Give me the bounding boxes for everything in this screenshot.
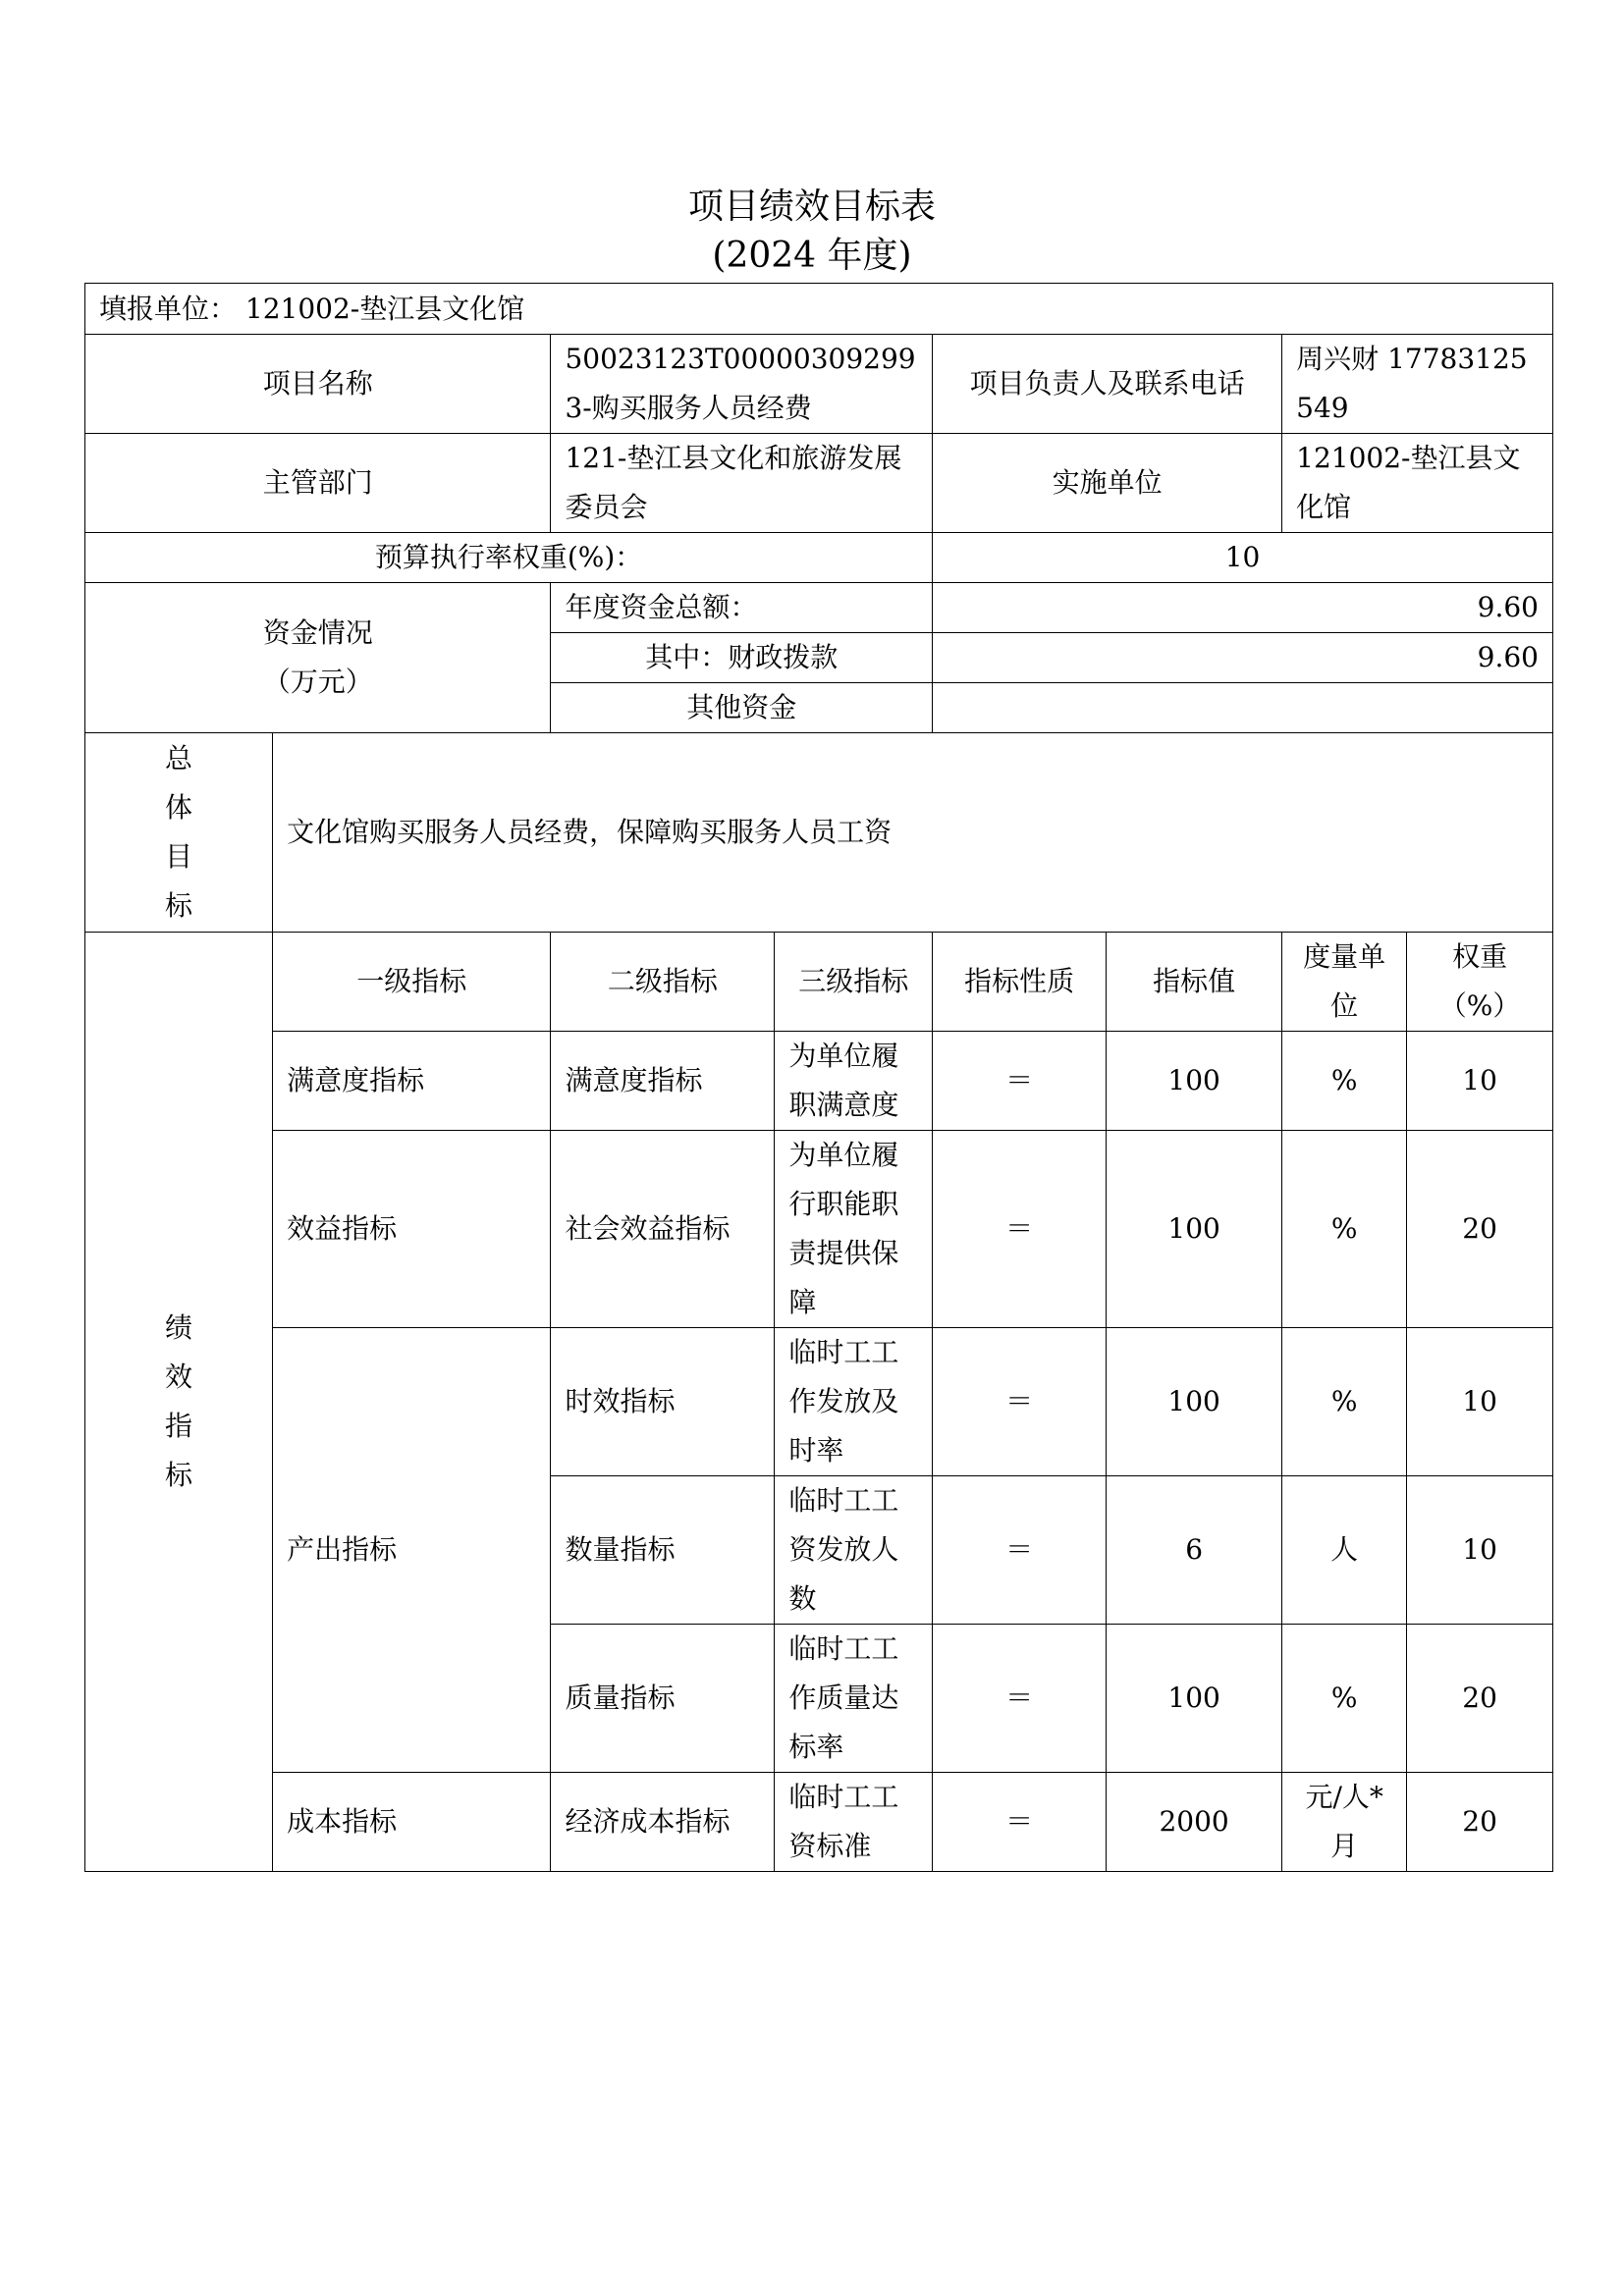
goal-text: 文化馆购买服务人员经费，保障购买服务人员工资	[273, 733, 1553, 933]
group-label: 满意度指标	[273, 1032, 551, 1131]
header-level2: 二级指标	[551, 933, 775, 1032]
weight-cell: 10	[1407, 1328, 1553, 1476]
level3-cell: 临时工工作质量达标率	[775, 1625, 933, 1773]
performance-table	[84, 283, 1553, 1872]
unit-cell: %	[1282, 1625, 1407, 1773]
header-unit: 度量单位	[1282, 933, 1407, 1032]
table-row	[85, 1131, 1553, 1328]
level2-cell: 质量指标	[551, 1625, 775, 1773]
value-cell: 100	[1107, 1328, 1282, 1476]
level2-cell: 时效指标	[551, 1328, 775, 1476]
header-level1: 一级指标	[273, 933, 551, 1032]
table-row	[85, 1773, 1553, 1872]
nature-cell: ＝	[933, 1131, 1107, 1328]
nature-cell: ＝	[933, 1625, 1107, 1773]
header-level3: 三级指标	[775, 933, 933, 1032]
funds-label: 资金情况	[262, 616, 373, 649]
nature-cell: ＝	[933, 1476, 1107, 1625]
annual-total-value: 9.60	[933, 583, 1553, 633]
unit-cell: 人	[1282, 1476, 1407, 1625]
other-label: 其他资金	[551, 683, 933, 733]
group-label: 成本指标	[273, 1773, 551, 1872]
annual-total-label: 年度资金总额：	[551, 583, 933, 633]
goal-label: 总 体 目 标	[85, 733, 273, 933]
weight-cell: 20	[1407, 1131, 1553, 1328]
nature-cell: ＝	[933, 1032, 1107, 1131]
unit-cell: %	[1282, 1032, 1407, 1131]
weight-cell: 20	[1407, 1625, 1553, 1773]
weight-cell: 10	[1407, 1032, 1553, 1131]
nature-cell: ＝	[933, 1328, 1107, 1476]
value-cell: 100	[1107, 1032, 1282, 1131]
value-cell: 6	[1107, 1476, 1282, 1625]
level3-cell: 临时工工资发放人数	[775, 1476, 933, 1625]
level3-cell: 临时工工资标准	[775, 1773, 933, 1872]
impl-value: 121002-垫江县文化馆	[1282, 434, 1553, 533]
level2-cell: 数量指标	[551, 1476, 775, 1625]
level2-cell: 满意度指标	[551, 1032, 775, 1131]
other-value	[933, 683, 1553, 733]
level3-cell: 为单位履职满意度	[775, 1032, 933, 1131]
page-title: 项目绩效目标表	[687, 187, 936, 227]
page-subtitle: (2024 年度)	[712, 236, 912, 276]
unit-cell: 元/人*月	[1282, 1773, 1407, 1872]
owner-value: 周兴财 17783125549	[1282, 335, 1553, 434]
unit-cell: %	[1282, 1131, 1407, 1328]
funds-label-cell	[85, 583, 551, 733]
level2-cell: 经济成本指标	[551, 1773, 775, 1872]
dept-label: 主管部门	[85, 434, 551, 533]
value-cell: 2000	[1107, 1773, 1282, 1872]
level2-cell: 社会效益指标	[551, 1131, 775, 1328]
impl-label: 实施单位	[933, 434, 1282, 533]
level3-cell: 临时工工作发放及时率	[775, 1328, 933, 1476]
weight-cell: 10	[1407, 1476, 1553, 1625]
perf-label: 绩 效 指 标	[85, 933, 273, 1872]
group-label: 产出指标	[273, 1328, 551, 1773]
project-name-value: 50023123T000003092993-购买服务人员经费	[551, 335, 933, 434]
header-value: 指标值	[1107, 933, 1282, 1032]
value-cell: 100	[1107, 1625, 1282, 1773]
weight-cell: 20	[1407, 1773, 1553, 1872]
nature-cell: ＝	[933, 1773, 1107, 1872]
budget-rate-label: 预算执行率权重(%)：	[85, 533, 933, 583]
dept-value: 121-垫江县文化和旅游发展委员会	[551, 434, 933, 533]
level3-cell: 为单位履行职能职责提供保障	[775, 1131, 933, 1328]
header-weight: 权重（%）	[1407, 933, 1553, 1032]
fiscal-value: 9.60	[933, 633, 1553, 683]
project-name-label: 项目名称	[85, 335, 551, 434]
fiscal-label: 其中：财政拨款	[551, 633, 933, 683]
group-label: 效益指标	[273, 1131, 551, 1328]
value-cell: 100	[1107, 1131, 1282, 1328]
funds-unit: （万元）	[262, 666, 373, 698]
table-row	[85, 1328, 1553, 1476]
owner-label: 项目负责人及联系电话	[933, 335, 1282, 434]
budget-rate-value: 10	[933, 533, 1553, 583]
table-row	[85, 1032, 1553, 1131]
header-nature: 指标性质	[933, 933, 1107, 1032]
unit-cell: %	[1282, 1328, 1407, 1476]
fill-unit: 填报单位： 121002-垫江县文化馆	[85, 284, 1553, 335]
